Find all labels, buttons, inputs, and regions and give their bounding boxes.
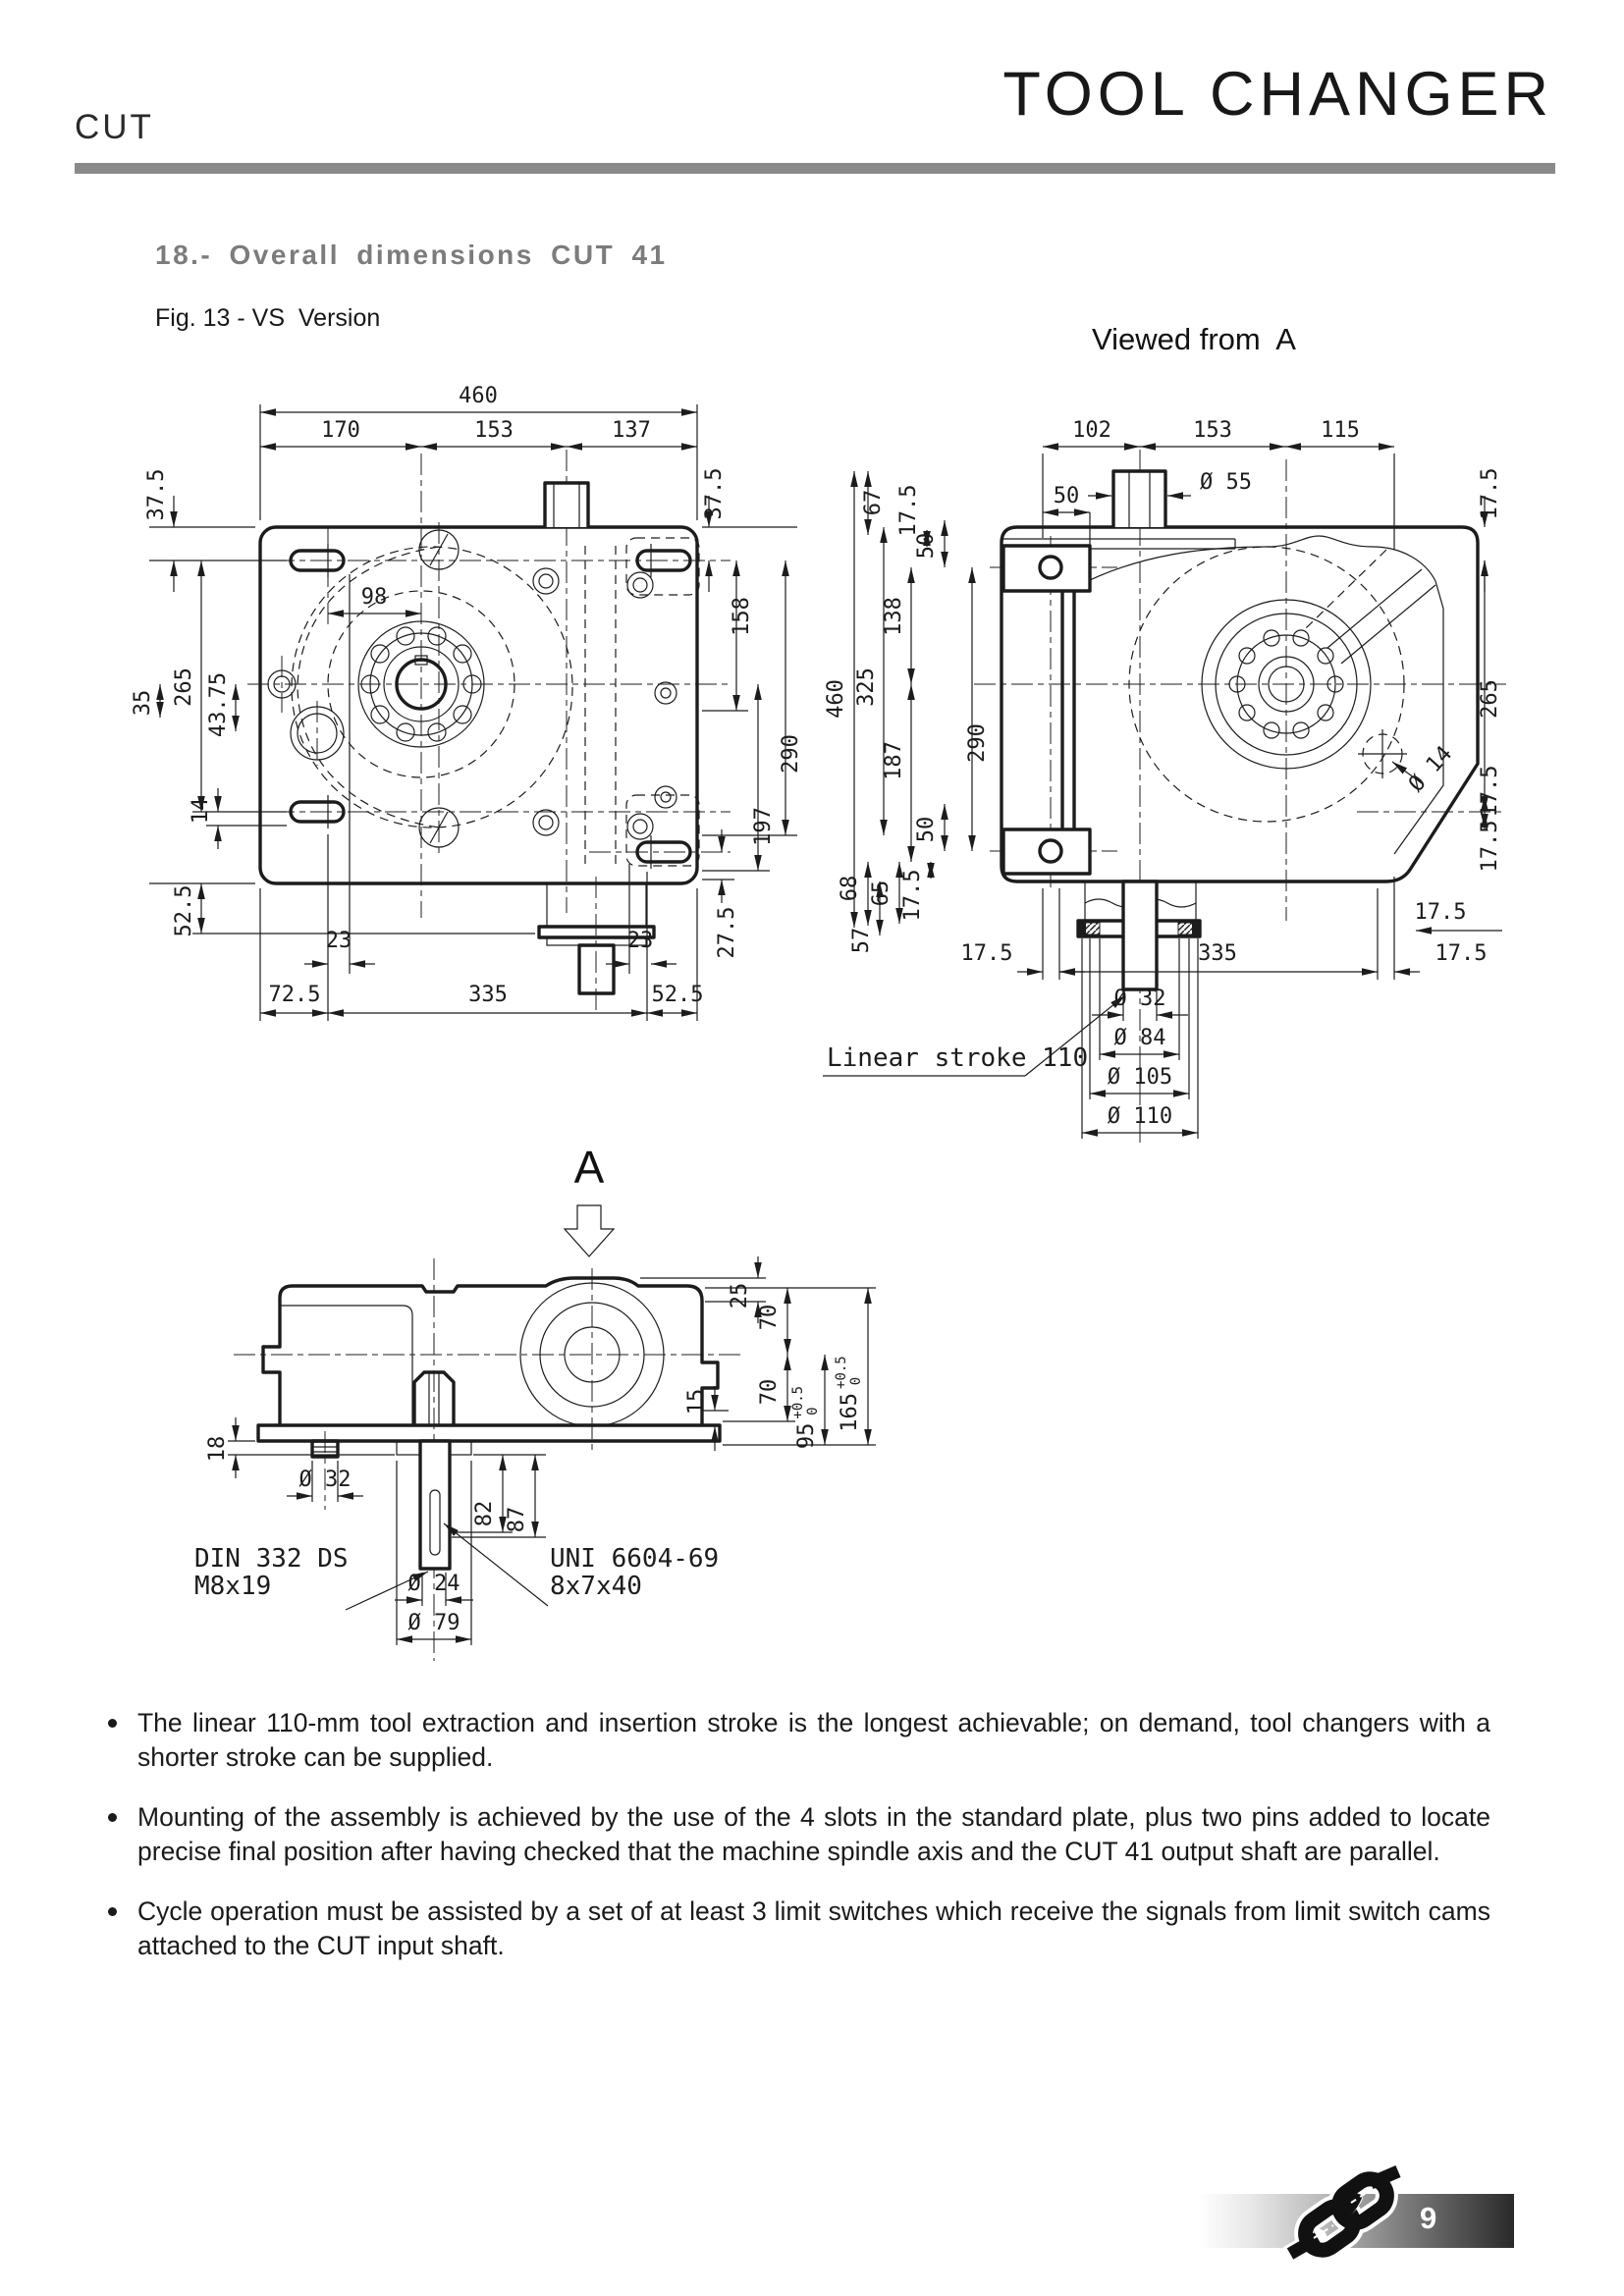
dim-23-right: 23 [626,929,654,953]
dim-67: 67 [861,489,886,516]
mounting-bracket-top [1003,546,1090,591]
section-centerlines [234,1258,744,1661]
dim-70-bottom: 70 [757,1378,782,1406]
dim-138: 138 [882,597,906,636]
dim-52-5-left: 52.5 [172,884,196,937]
dim-65: 65 [869,880,893,907]
side-output-assembly [1078,881,1200,989]
dim-165-tol: $165^{+0.5}0$ [834,1356,864,1432]
dim-290: 290 [779,734,803,774]
dim-335-side: 335 [1198,941,1237,966]
note-din-line1: DIN 332 DS [194,1544,349,1574]
view-a-letter: A [573,1142,605,1193]
dim-15: 15 [684,1388,709,1415]
front-body-outline [260,483,697,993]
note-item: Mounting of the assembly is achieved by the use of the 4 slots in the standard plate, plus two pins added to locate precise final position after having checked that the machine spindle axis and the CUT 41 output shaft are parallel. [102,1800,1490,1869]
dim-dia79: Ø 79 [407,1611,460,1635]
dim-325: 325 [854,667,879,707]
dim-187: 187 [882,741,906,780]
input-boss [545,483,588,527]
dim-102: 102 [1072,418,1111,443]
dim-460: 460 [459,384,498,408]
dim-153: 153 [474,418,514,443]
dim-290-side: 290 [965,723,990,763]
brand-logo-text: CUT [75,108,154,146]
dim-17-5-bottom-right: 17.5 [1435,941,1488,966]
dim-17-5-right-top: 17.5 [1478,467,1502,520]
page-title: TOOL CHANGER [1002,60,1553,129]
dim-197: 197 [751,807,776,846]
dim-27-5: 27.5 [715,906,739,959]
dim-dia110: Ø 110 [1107,1104,1173,1129]
dim-265-side: 265 [1478,679,1502,719]
dim-14: 14 [189,797,213,825]
mounting-bracket-bottom [1003,829,1090,874]
section-dimensions [194,1256,876,1645]
figure-caption: Fig. 13 - VS Version [155,304,381,332]
side-view-heading: Viewed from A [1092,322,1296,356]
dim-37-5-left: 37.5 [144,468,169,521]
dim-17-5-top-left: 17.5 [896,484,921,537]
dim-37-5-right: 37.5 [702,467,727,520]
dim-137: 137 [612,418,651,443]
dim-460-side: 460 [824,679,848,719]
dim-dia32-section: Ø 32 [298,1468,352,1492]
note-item: Cycle operation must be assisted by a set of at least 3 limit switches which receive the signals from limit switch cams attached to the CUT input shaft. [102,1895,1490,1963]
section-heading: 18.- Overall dimensions CUT 41 [155,240,668,270]
dim-17-5-corner: 17.5 [1414,900,1467,925]
dim-dia55: Ø 55 [1200,470,1252,495]
input-shaft-boss [1113,471,1165,527]
note-din-line2: M8x19 [194,1572,272,1601]
dim-17-5-bottom-left: 17.5 [960,941,1013,966]
brand-knot-logo [1269,2152,1426,2274]
linear-stroke-note: Linear stroke 110 [827,1043,1089,1073]
notes-list [102,1706,1490,1989]
dim-335-front: 335 [468,983,508,1007]
dim-17-5-low-left: 17.5 [900,869,925,922]
dim-70-top: 70 [757,1304,782,1331]
dim-43-75: 43.75 [206,671,231,738]
dim-25: 25 [728,1282,752,1309]
dim-153-side: 153 [1193,418,1232,443]
output-shaft-section [420,1441,450,1569]
dim-dia14: Ø 14 [1404,741,1458,797]
dim-50-upper: 50 [914,532,939,560]
front-centerlines [236,450,731,1011]
dim-23-left: 23 [325,929,352,953]
front-view [131,384,803,1021]
dim-dia84: Ø 84 [1113,1026,1166,1050]
dim-68: 68 [838,875,862,902]
dim-dia105: Ø 105 [1107,1065,1173,1090]
dim-158: 158 [730,597,754,636]
view-a-arrow-icon [565,1205,614,1256]
note-uni-line1: UNI 6604-69 [550,1544,720,1574]
dim-17-5-right-low: 17.5 [1478,820,1502,873]
dim-35: 35 [131,689,155,717]
dim-170: 170 [321,418,360,443]
dim-18: 18 [205,1435,230,1463]
dim-82: 82 [472,1500,497,1527]
linear-stroke-shaft [1123,881,1157,989]
dim-57: 57 [849,927,874,954]
note-item: The linear 110-mm tool extraction and insertion stroke is the longest achievable; on demand, tool changers with a shorter stroke can be supplied. [102,1706,1490,1775]
dim-115: 115 [1321,418,1360,443]
dim-52-5-bottom: 52.5 [651,983,704,1007]
dim-72-5: 72.5 [268,983,321,1007]
mounting-plate [258,1425,720,1441]
note-uni-line2: 8x7x40 [550,1572,642,1601]
dim-87: 87 [505,1506,529,1533]
dim-50-lower: 50 [914,816,939,843]
dim-dia32-side: Ø 32 [1113,987,1166,1011]
front-dimensions [131,384,803,1021]
section-view [194,1142,876,1661]
side-view [823,418,1506,1144]
dim-265: 265 [172,667,196,707]
dim-dia24: Ø 24 [407,1572,460,1596]
dim-17-5-right-mid: 17.5 [1478,765,1502,818]
page-number: 9 [1420,2201,1437,2235]
dim-95-tol: $95^{+0.5}0$ [790,1385,821,1450]
dim-98: 98 [360,585,388,610]
dim-50-top: 50 [1053,484,1080,508]
